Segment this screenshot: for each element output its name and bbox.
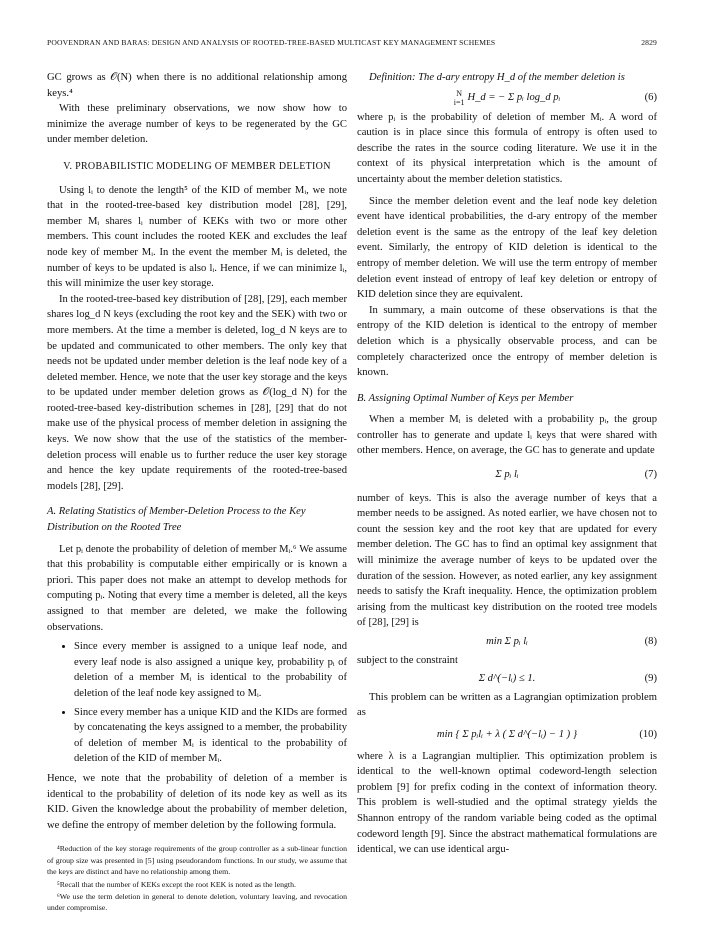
equation-number: (7) (644, 469, 657, 481)
list-item: • Since every member has a unique KID and the KIDs are formed by concatenating the keys assigned to a member, the probability of deletion of member Mᵢ is identical to the probability of deletion of the KID of member Mᵢ. (74, 705, 347, 767)
equation-number: (9) (644, 673, 657, 685)
paragraph: In summary, a main outcome of these observations is that the entropy of the KID deletion is identical to the entropy of member deletion which is a physically observable process, and can be completely characterized once the entropy of member deletion is known. (357, 304, 657, 379)
equation-7 (357, 467, 657, 483)
paragraph: number of keys. This is also the average number of keys that a member needs to be assigned. As noted earlier, we have chosen not to count the session key and the root key that are updated for every member deletion. The GC has to find an optimal key assignment that will minimize the average number of keys to be updated over the duration of the session. However, as noted earlier, any key assignment needs to satisfy the Kraft inequality. Hence, the optimization problem arising from the multicast key distribution on the rooted tree models of [28], [29] is (357, 492, 657, 629)
sum-upper: N (456, 88, 462, 98)
equation-6 (357, 89, 657, 107)
paragraph: This problem can be written as a Lagrangian optimization problem as (357, 691, 657, 719)
paragraph: where λ is a Lagrangian multiplier. This optimization problem is identical to the well-known optimal codeword-length selection problem [9] for prefix coding in the context of information theory. This problem is well-studied and the optimal strategy yields the Shannon entropy of the random variable being coded as the optimal codeword length [9]. Since the abstract mathematical formulations are identical, we can use identical argu- (357, 750, 657, 856)
running-header (47, 38, 657, 47)
footnote: ⁶We use the term deletion in general to denote deletion, voluntary leaving, and revocation under compromise. (47, 891, 347, 913)
equation-body: H_d = − Σ pᵢ log_d pᵢ (467, 91, 561, 103)
footnotes (47, 843, 347, 913)
paragraph: In the rooted-tree-based key distribution of [28], [29], each member shares log_d N keys (excluding the root key and the SEK) with two or more members. At the time a member is deleted, log_d N keys are to be updated and communicated to other members. The only key that needs not be updated under member deletion is the leaf node key of a deleted member. Hence, we note that the user key storage and the keys to be updated under member deletion grows as 𝒪(log_d N) for the rooted-tree-based key-distribution schemes in [28], [29] that do not make use of the physical process of member deletion in assigning the keys. We now show that the use of the statistics of the member-deletion process will enable us to further reduce the user key storage and hence the key update requirements of the rooted-tree-based models [28], [29]. (47, 293, 347, 492)
footnote: ⁴Reduction of the key storage requirements of the group controller as a sub-linear function of group size was presented in [5] using pseudorandom functions. In our study, we assume that the keys are distinct and have no relationship among them. (47, 844, 347, 877)
paragraph: Using lᵢ to denote the length⁵ of the KID of member Mᵢ, we note that in the rooted-tree-based key distribution model [28], [29], member Mᵢ shares lᵢ number of KEKs with two or more other members. This count includes the rooted KEK and excludes the leaf node key of member Mᵢ. In the event the member Mᵢ is deleted, the number of keys to be updated is also lᵢ. Hence, if we can minimize lᵢ, this will minimize the user key storage. (47, 184, 347, 290)
equation-body: Σ pᵢ lᵢ (495, 469, 519, 481)
sum-lower: i=1 (453, 97, 465, 107)
paragraph: Let pᵢ denote the probability of deletion of member Mᵢ.⁶ We assume that this probability is computable either empirically or is known a priori. This paper does not make an attempt to develop methods for computing pᵢ. Noting that every time a member is deleted, all the keys assigned to that member are deleted, we make the following observations. (47, 543, 347, 633)
paragraph: where pᵢ is the probability of deletion of member Mᵢ. A word of caution is in place since this formula of entropy is often used to describe the rates in the source coding literature. We use it in the context of its physical interpretation which is the amount of uncertainty about the member deletion statistics. (357, 111, 657, 185)
observation-list (47, 639, 347, 767)
page-number: 2829 (641, 38, 657, 47)
equation-number: (10) (639, 728, 657, 740)
left-column (47, 70, 347, 915)
equation-number: (6) (644, 91, 657, 103)
definition: Definition: The d-ary entropy H_d of the member deletion is (369, 72, 625, 83)
paragraph: GC grows as 𝒪(N) when there is no additional relationship among keys.⁴ (47, 72, 347, 99)
equation-10 (357, 727, 657, 743)
list-item: • Since every member is assigned to a unique leaf node, and every leaf node is also assigned a unique key, probability pᵢ of deletion of a member Mᵢ is identical to the probability of deletion of the leaf node key assigned to Mᵢ. (74, 639, 347, 701)
equation-9 (357, 671, 657, 687)
subsection-title: B. Assigning Optimal Number of Keys per Member (357, 392, 574, 404)
running-title: POOVENDRAN AND BARAS: DESIGN AND ANALYSIS OF ROOTED-TREE-BASED MULTICAST KEY MANAGEMENT SCHEMES (47, 38, 496, 47)
equation-number: (8) (644, 636, 657, 647)
paragraph: subject to the constraint (357, 654, 458, 666)
paragraph: When a member Mᵢ is deleted with a probability pᵢ, the group controller has to generate and update lᵢ keys that were shared with other members. Hence, on average, the GC has to generate and update (357, 414, 657, 457)
paragraph: Since the member deletion event and the leaf node key deletion event have identical probabilities, the d-ary entropy of the member deletion event is the same as the entropy of the leaf key deletion event. Similarly, the entropy of KID deletion is identical to the entropy of member deletion. We will use the term entropy of member deletion event instead of entropy of leaf key deletion or entropy of KID deletion since they are equivalent. (357, 195, 657, 301)
summation-limits (454, 89, 465, 107)
paragraph: With these preliminary observations, we now show how to minimize the average number of keys to be regenerated by the GC under member deletion. (47, 103, 347, 146)
paragraph: Hence, we note that the probability of deletion of a member is identical to the probability of deletion of its node key as well as its KID. Given the knowledge about the probability of member deletion, we define the entropy of member deletion by the following formula. (47, 772, 347, 831)
equation-body: min Σ pᵢ lᵢ (486, 636, 528, 647)
subsection-title: A. Relating Statistics of Member-Deletion Process to the Key Distribution on the Rooted Tree (47, 506, 306, 534)
footnote: ⁵Recall that the number of KEKs except the root KEK is noted as the length. (57, 879, 296, 889)
equation-body: Σ d^(−lᵢ) ≤ 1. (478, 673, 536, 685)
equation-8 (357, 634, 657, 650)
right-column (357, 70, 657, 858)
equation-body: min { Σ pᵢlᵢ + λ ( Σ d^(−lᵢ) − 1 ) } (436, 728, 578, 740)
section-title: V. PROBABILISTIC MODELING OF MEMBER DELETION (63, 160, 331, 172)
